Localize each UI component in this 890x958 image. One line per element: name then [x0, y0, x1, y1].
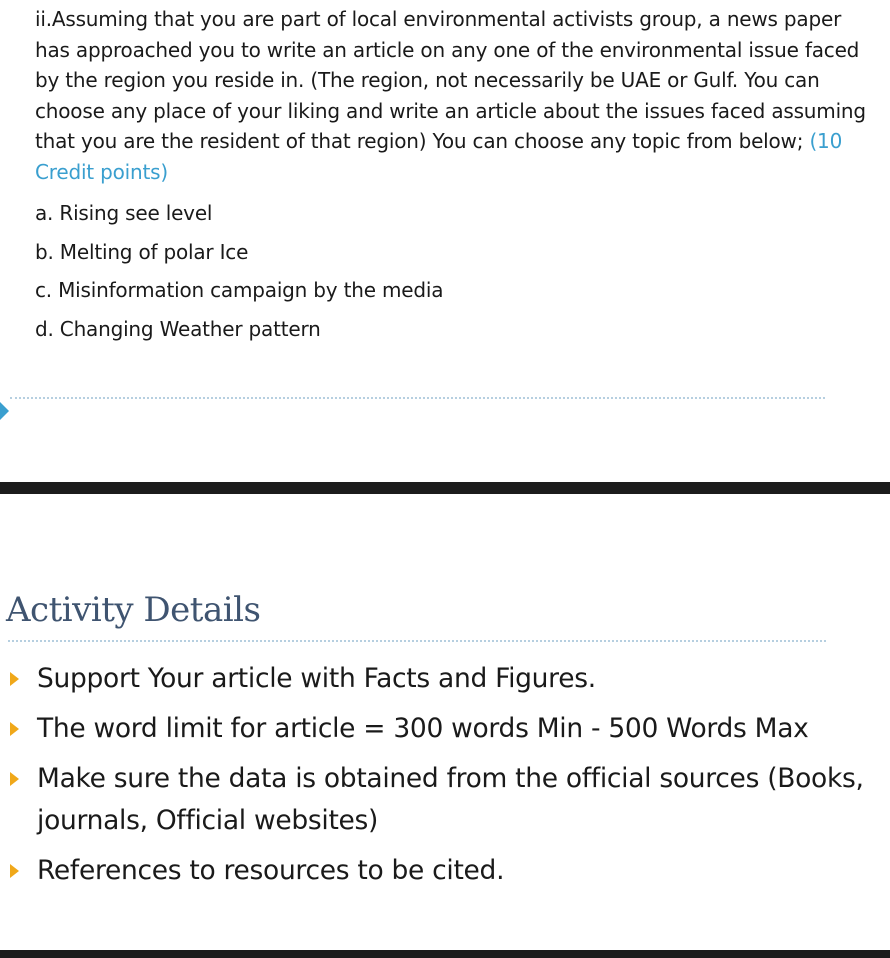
bullet-text: Support Your article with Facts and Figures. [37, 663, 596, 694]
title-dotted-divider [8, 640, 826, 642]
activity-slide [0, 494, 890, 950]
bullet-arrow-icon [10, 864, 19, 878]
activity-bullet-list [0, 658, 880, 900]
bullet-text: References to resources to be cited. [37, 855, 505, 886]
topic-option: d. Changing Weather pattern [35, 316, 321, 341]
bullet-arrow-icon [10, 772, 19, 786]
activity-title: Activity Details [6, 590, 261, 630]
activity-bullet [0, 850, 880, 892]
topic-option: b. Melting of polar Ice [35, 239, 249, 264]
slide-separator-band [0, 482, 890, 494]
bullet-text: The word limit for article = 300 words Min - 500 Words Max [37, 713, 809, 744]
bottom-band [0, 950, 890, 958]
bullet-arrow-icon [10, 722, 19, 736]
activity-bullet [0, 758, 880, 842]
activity-bullet [0, 708, 880, 750]
dotted-divider [10, 397, 825, 399]
slide-marker-triangle-icon [0, 402, 9, 420]
bullet-arrow-icon [10, 672, 19, 686]
topic-option: a. Rising see level [35, 201, 213, 225]
bullet-text: Make sure the data is obtained from the official sources (Books, journals, Official websites) [37, 763, 864, 836]
topic-options-list [35, 194, 443, 348]
question-text: ii.Assuming that you are part of local environmental activists group, a news paper has approached you to write an article on any one of the environmental issue faced by the region you reside in. (The region, not necessarily be UAE or Gulf. You can choose any place of your liking and write an article about the issues faced assuming that you are the resident of that region) You can choose any topic from below; [35, 7, 866, 154]
activity-bullet [0, 658, 880, 700]
topic-option: c. Misinformation campaign by the media [35, 278, 444, 302]
credit-points-label: (10 Credit points) [35, 129, 843, 184]
question-paragraph [35, 4, 875, 188]
